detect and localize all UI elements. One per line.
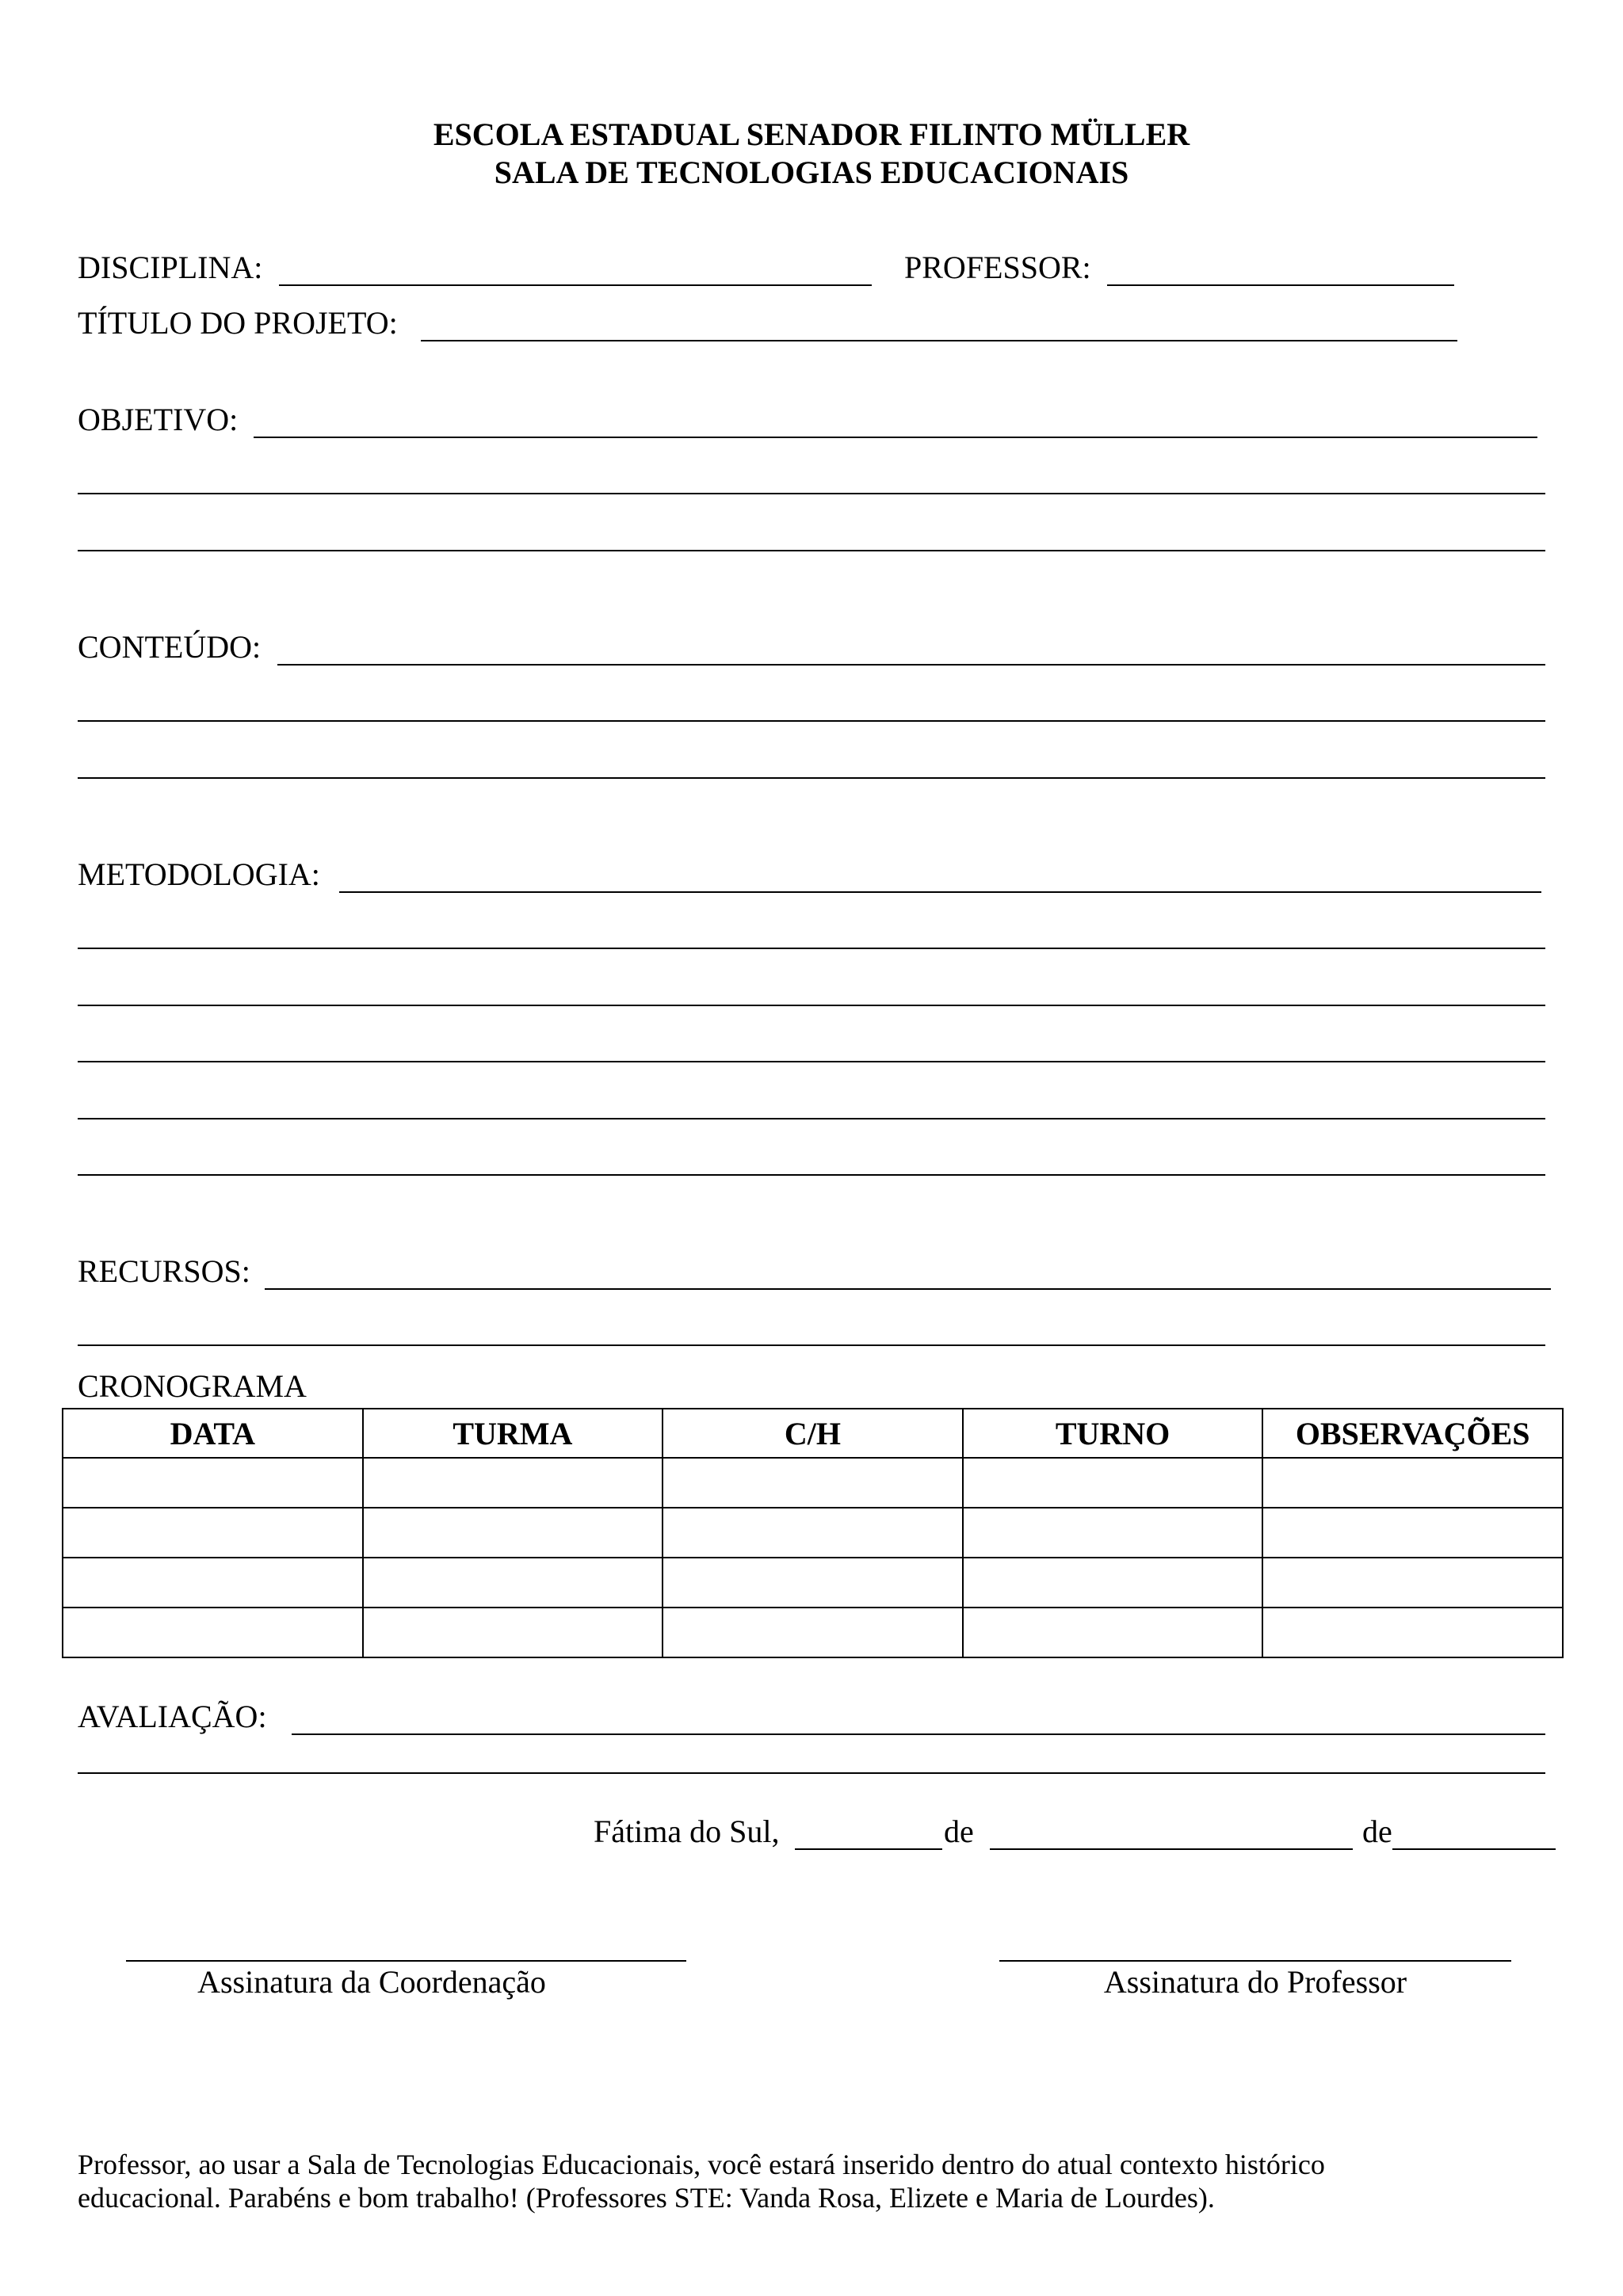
professor-signature-line[interactable] — [999, 1960, 1511, 1962]
column-header: TURMA — [363, 1409, 663, 1458]
table-cell[interactable] — [663, 1608, 963, 1657]
avaliacao-label: AVALIAÇÃO: — [78, 1699, 267, 1734]
objetivo-label: OBJETIVO: — [78, 402, 239, 437]
disciplina-label: DISCIPLINA: — [78, 250, 263, 285]
professor-label: PROFESSOR: — [904, 250, 1091, 285]
cronograma-header-row — [63, 1409, 1563, 1458]
cronograma-title: CRONOGRAMA — [78, 1368, 307, 1404]
metodologia-line-5[interactable] — [78, 1118, 1545, 1119]
column-header: OBSERVAÇÕES — [1262, 1409, 1563, 1458]
metodologia-line-4[interactable] — [78, 1061, 1545, 1062]
year-field[interactable] — [1392, 1848, 1556, 1850]
metodologia-line-6[interactable] — [78, 1174, 1545, 1176]
table-cell[interactable] — [363, 1458, 663, 1508]
coordination-signature-label: Assinatura da Coordenação — [197, 1964, 546, 2000]
conteudo-field[interactable] — [277, 664, 1545, 666]
cronograma-table — [62, 1408, 1564, 1658]
table-cell[interactable] — [63, 1508, 363, 1558]
table-row — [63, 1508, 1563, 1558]
avaliacao-field[interactable] — [292, 1733, 1545, 1735]
professor-field[interactable] — [1107, 284, 1454, 286]
column-header: TURNO — [963, 1409, 1263, 1458]
city-label: Fátima do Sul, — [594, 1814, 780, 1849]
de-label-1: de — [944, 1814, 974, 1849]
column-header: DATA — [63, 1409, 363, 1458]
table-cell[interactable] — [963, 1558, 1263, 1608]
column-header: C/H — [663, 1409, 963, 1458]
table-row — [63, 1608, 1563, 1657]
titulo-field[interactable] — [421, 340, 1457, 341]
disciplina-field[interactable] — [279, 284, 872, 286]
objetivo-line-3[interactable] — [78, 550, 1545, 551]
metodologia-label: METODOLOGIA: — [78, 856, 320, 892]
table-cell[interactable] — [663, 1458, 963, 1508]
conteudo-line-3[interactable] — [78, 777, 1545, 779]
conteudo-line-2[interactable] — [78, 720, 1545, 722]
day-field[interactable] — [795, 1848, 942, 1850]
table-cell[interactable] — [963, 1508, 1263, 1558]
conteudo-label: CONTEÚDO: — [78, 629, 262, 665]
recursos-field[interactable] — [265, 1288, 1551, 1290]
table-cell[interactable] — [1262, 1608, 1563, 1657]
titulo-label: TÍTULO DO PROJETO: — [78, 305, 398, 341]
table-cell[interactable] — [963, 1458, 1263, 1508]
table-cell[interactable] — [1262, 1508, 1563, 1558]
table-cell[interactable] — [963, 1608, 1263, 1657]
footer-note-line-2: educacional. Parabéns e bom trabalho! (Professores STE: Vanda Rosa, Elizete e Maria de Lourdes). — [78, 2182, 1215, 2214]
de-label-2: de — [1362, 1814, 1392, 1849]
room-name: SALA DE TECNOLOGIAS EDUCACIONAIS — [494, 154, 1129, 190]
table-cell[interactable] — [663, 1508, 963, 1558]
recursos-line-2[interactable] — [78, 1344, 1545, 1346]
objetivo-line-2[interactable] — [78, 493, 1545, 494]
objetivo-field[interactable] — [254, 437, 1537, 438]
metodologia-line-3[interactable] — [78, 1005, 1545, 1006]
professor-signature-label: Assinatura do Professor — [1103, 1964, 1407, 2000]
avaliacao-line-2[interactable] — [78, 1772, 1545, 1774]
table-cell[interactable] — [63, 1608, 363, 1657]
table-cell[interactable] — [663, 1558, 963, 1608]
table-row — [63, 1458, 1563, 1508]
month-field[interactable] — [990, 1848, 1353, 1850]
coordination-signature-line[interactable] — [126, 1960, 686, 1962]
table-cell[interactable] — [63, 1458, 363, 1508]
table-cell[interactable] — [363, 1508, 663, 1558]
table-cell[interactable] — [1262, 1558, 1563, 1608]
footer-note-line-1: Professor, ao usar a Sala de Tecnologias Educacionais, você estará inserido dentro do atual contexto histórico — [78, 2149, 1325, 2180]
table-row — [63, 1558, 1563, 1608]
table-cell[interactable] — [363, 1608, 663, 1657]
recursos-label: RECURSOS: — [78, 1253, 250, 1289]
metodologia-line-2[interactable] — [78, 948, 1545, 949]
table-cell[interactable] — [363, 1558, 663, 1608]
metodologia-field[interactable] — [339, 891, 1541, 893]
table-cell[interactable] — [63, 1558, 363, 1608]
table-cell[interactable] — [1262, 1458, 1563, 1508]
school-name: ESCOLA ESTADUAL SENADOR FILINTO MÜLLER — [433, 116, 1190, 152]
